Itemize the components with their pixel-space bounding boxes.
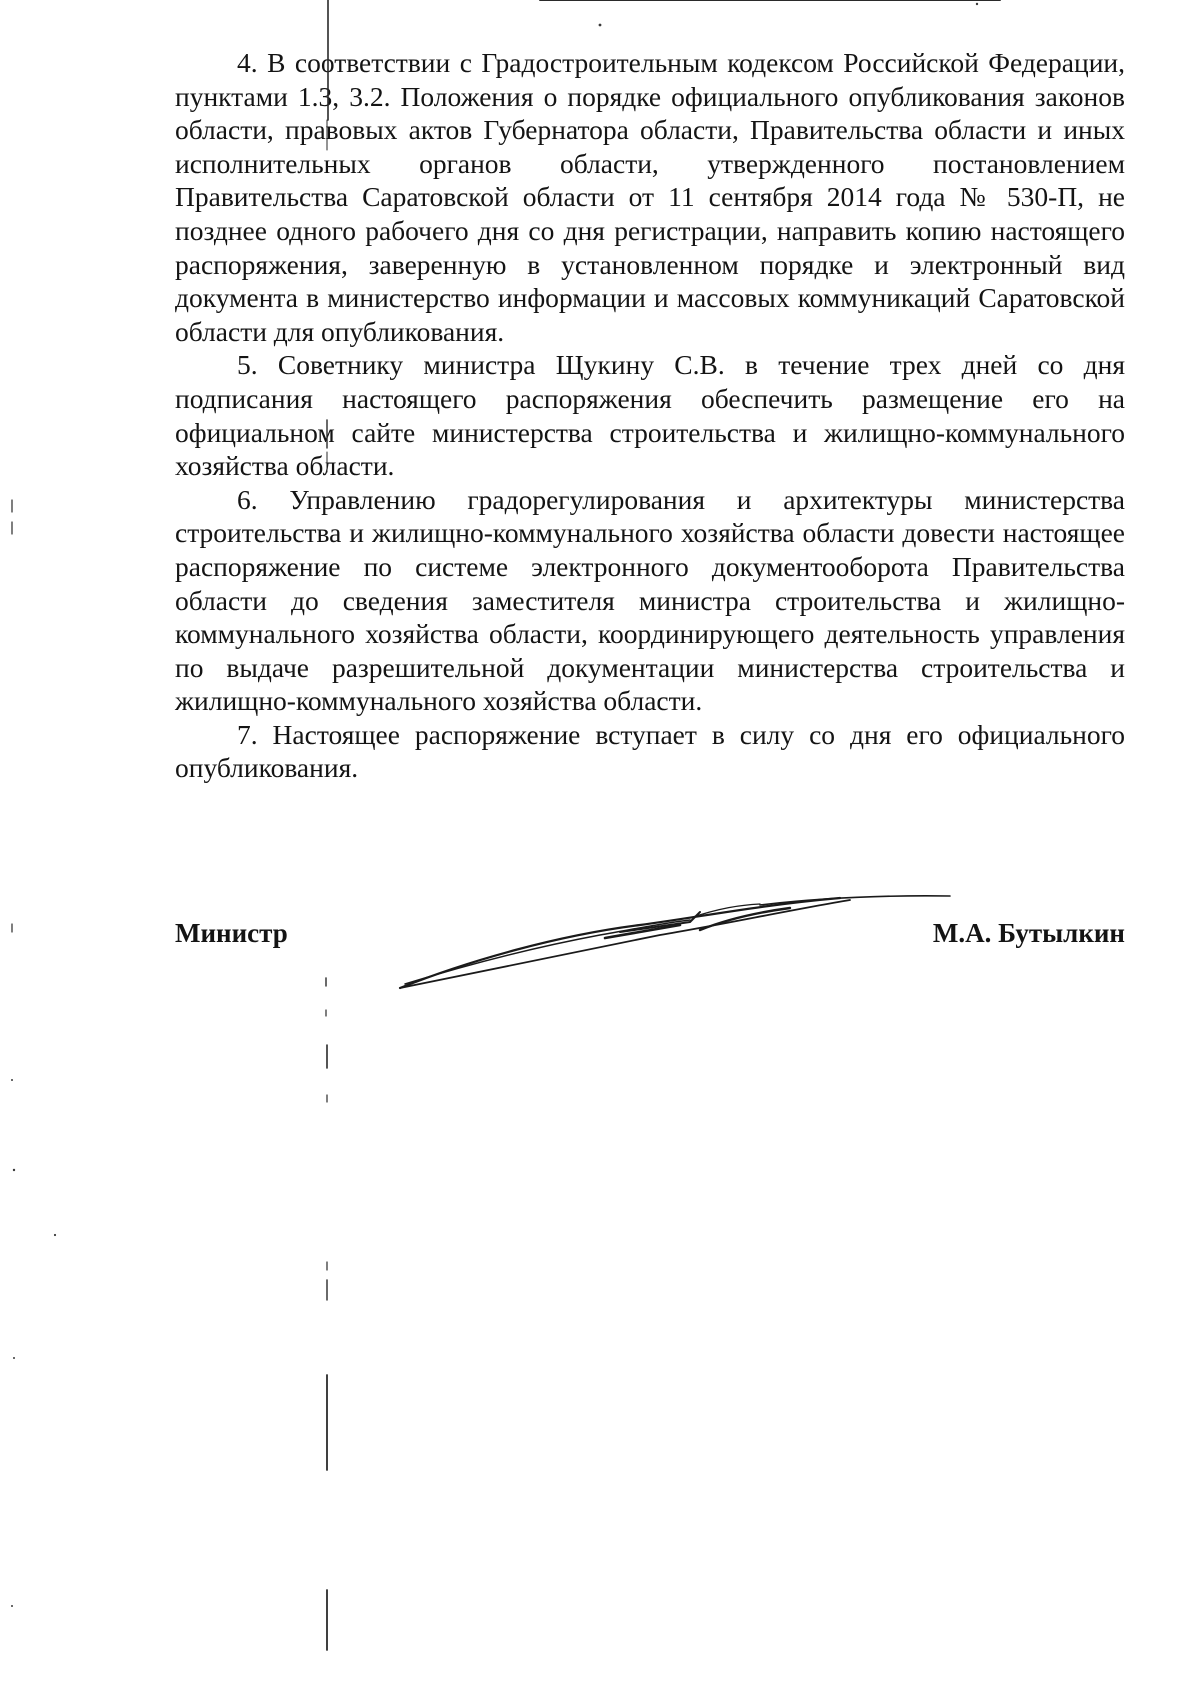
signer-name: М.А. Бутылкин: [932, 918, 1125, 948]
document-body: [175, 46, 1125, 785]
paragraph-5: 5. Советнику министра Щукину С.В. в течение трех дней со дня подписания настоящего распоряжения обеспечить размещение его на официальном сайте министерства строительства и жилищно-коммунального хозяйства области.: [175, 349, 1125, 482]
paragraph-6: 6. Управлению градорегулирования и архитектуры министерства строительства и жилищно-коммунального хозяйства области довести настоящее распоряжение по системе электронного документооборота Правительства области до сведения заместителя министра строительства и жилищно-коммунального хозяйства области, координирующего деятельность управления по выдаче разрешительной документации министерства строительства и жилищно-коммунального хозяйства области.: [175, 483, 1125, 717]
signature-block: [175, 918, 1125, 1018]
signer-position: Министр: [175, 918, 288, 948]
paragraph-4: 4. В соответствии с Градостроительным кодексом Российской Федерации, пунктами 1.3, 3.2. Положения о порядке официального опубликования законов области, правовых актов Губернатора области, Правительства области и иных исполнительных органов области, утвержденного постановлением Правительства Саратовской области от 11 сентября 2014 года № 530-П, не позднее одного рабочего дня со дня регистрации, направить копию настоящего распоряжения, заверенную в установленном порядке и электронный вид документа в министерство информации и массовых коммуникаций Саратовской области для опубликования.: [175, 47, 1125, 347]
paragraph-7: 7. Настоящее распоряжение вступает в силу со дня его официального опубликования.: [175, 718, 1125, 784]
